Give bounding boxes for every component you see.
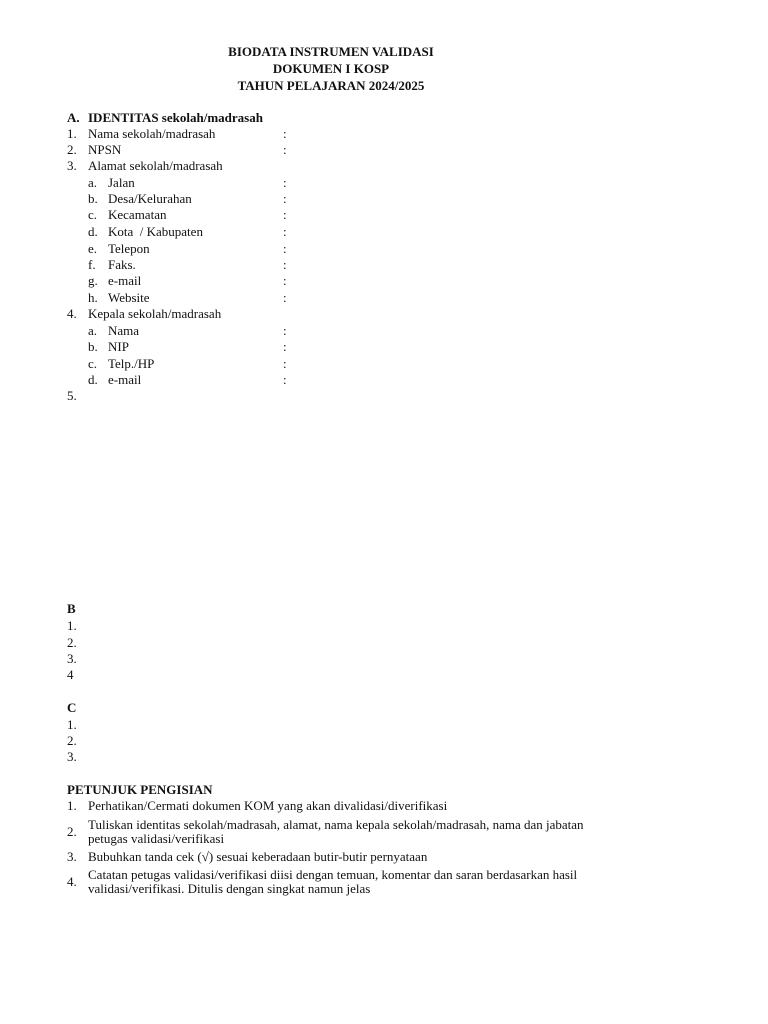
- item-1-label: Nama sekolah/madrasah: [88, 126, 216, 141]
- colon: :: [283, 290, 287, 305]
- item-4a-label: Nama: [108, 323, 140, 338]
- colon: :: [283, 339, 287, 354]
- petunjuk-num-3: 3.: [67, 849, 77, 864]
- petunjuk-num-2: 2.: [67, 824, 77, 839]
- colon: :: [283, 126, 287, 141]
- section-b-num-4: 4: [67, 667, 74, 682]
- section-b-num-3: 3.: [67, 651, 77, 666]
- colon: :: [283, 273, 287, 288]
- item-3e-label: Telepon: [108, 241, 150, 256]
- item-3b-label: Desa/Kelurahan: [108, 191, 192, 206]
- item-1-num: 1.: [67, 126, 77, 141]
- item-2-num: 2.: [67, 142, 77, 157]
- item-3d-label: Kota / Kabupaten: [108, 224, 203, 239]
- section-b-num-1: 1.: [67, 618, 77, 633]
- colon: :: [283, 356, 287, 371]
- item-4c-label: Telp./HP: [108, 356, 155, 371]
- item-4b-label: NIP: [108, 339, 129, 354]
- petunjuk-text-2: Tuliskan identitas sekolah/madrasah, alamat, nama kepala sekolah/madrasah, nama dan jabatan petugas validasi/verifikasi: [88, 817, 584, 846]
- item-5-num: 5.: [67, 388, 77, 403]
- colon: :: [283, 241, 287, 256]
- item-3f-label: Faks.: [108, 257, 136, 272]
- section-c-num-1: 1.: [67, 717, 77, 732]
- item-3b-letter: b.: [88, 191, 98, 206]
- item-4b-letter: b.: [88, 339, 98, 354]
- title-line-1: BIODATA INSTRUMEN VALIDASI: [228, 44, 434, 59]
- colon: :: [283, 142, 287, 157]
- petunjuk-text-4: Catatan petugas validasi/verifikasi diisi dengan temuan, komentar dan saran berdasarkan hasil validasi/verifikasi. Ditulis dengan singkat namun jelas: [88, 867, 578, 896]
- item-3c-label: Kecamatan: [108, 207, 167, 222]
- item-3d-letter: d.: [88, 224, 98, 239]
- petunjuk-text-1: Perhatikan/Cermati dokumen KOM yang akan divalidasi/diverifikasi: [88, 798, 448, 813]
- item-3-num: 3.: [67, 158, 77, 173]
- item-3c-letter: c.: [88, 207, 98, 222]
- section-a-title: IDENTITAS sekolah/madrasah: [88, 110, 263, 125]
- item-3h-label: Website: [108, 290, 150, 305]
- section-c-num-3: 3.: [67, 749, 77, 764]
- item-3a-letter: a.: [88, 175, 98, 190]
- petunjuk-num-4: 4.: [67, 874, 77, 889]
- petunjuk-title: PETUNJUK PENGISIAN: [67, 782, 213, 797]
- item-3f-letter: f.: [88, 257, 96, 272]
- item-3g-label: e-mail: [108, 273, 142, 288]
- colon: :: [283, 191, 287, 206]
- petunjuk-num-1: 1.: [67, 798, 77, 813]
- section-c-title: C: [67, 700, 77, 715]
- section-b-title: B: [67, 601, 76, 616]
- item-4d-letter: d.: [88, 372, 98, 387]
- item-3a-label: Jalan: [108, 175, 135, 190]
- section-c-num-2: 2.: [67, 733, 77, 748]
- colon: :: [283, 207, 287, 222]
- item-4d-label: e-mail: [108, 372, 142, 387]
- colon: :: [283, 257, 287, 272]
- petunjuk-text-3: Bubuhkan tanda cek (√) sesuai keberadaan butir-butir pernyataan: [88, 849, 428, 864]
- colon: :: [283, 372, 287, 387]
- item-4a-letter: a.: [88, 323, 98, 338]
- title-line-2: DOKUMEN I KOSP: [272, 61, 390, 76]
- colon: :: [283, 323, 287, 338]
- item-4c-letter: c.: [88, 356, 98, 371]
- item-3g-letter: g.: [88, 273, 98, 288]
- item-4-label: Kepala sekolah/madrasah: [88, 306, 222, 321]
- colon: :: [283, 224, 287, 239]
- colon: :: [283, 175, 287, 190]
- item-3e-letter: e.: [88, 241, 98, 256]
- title-line-3: TAHUN PELAJARAN 2024/2025: [237, 78, 425, 93]
- item-3-label: Alamat sekolah/madrasah: [88, 158, 223, 173]
- section-b-num-2: 2.: [67, 635, 77, 650]
- item-2-label: NPSN: [88, 142, 122, 157]
- section-a-letter: A.: [67, 110, 80, 125]
- item-4-num: 4.: [67, 306, 77, 321]
- item-3h-letter: h.: [88, 290, 98, 305]
